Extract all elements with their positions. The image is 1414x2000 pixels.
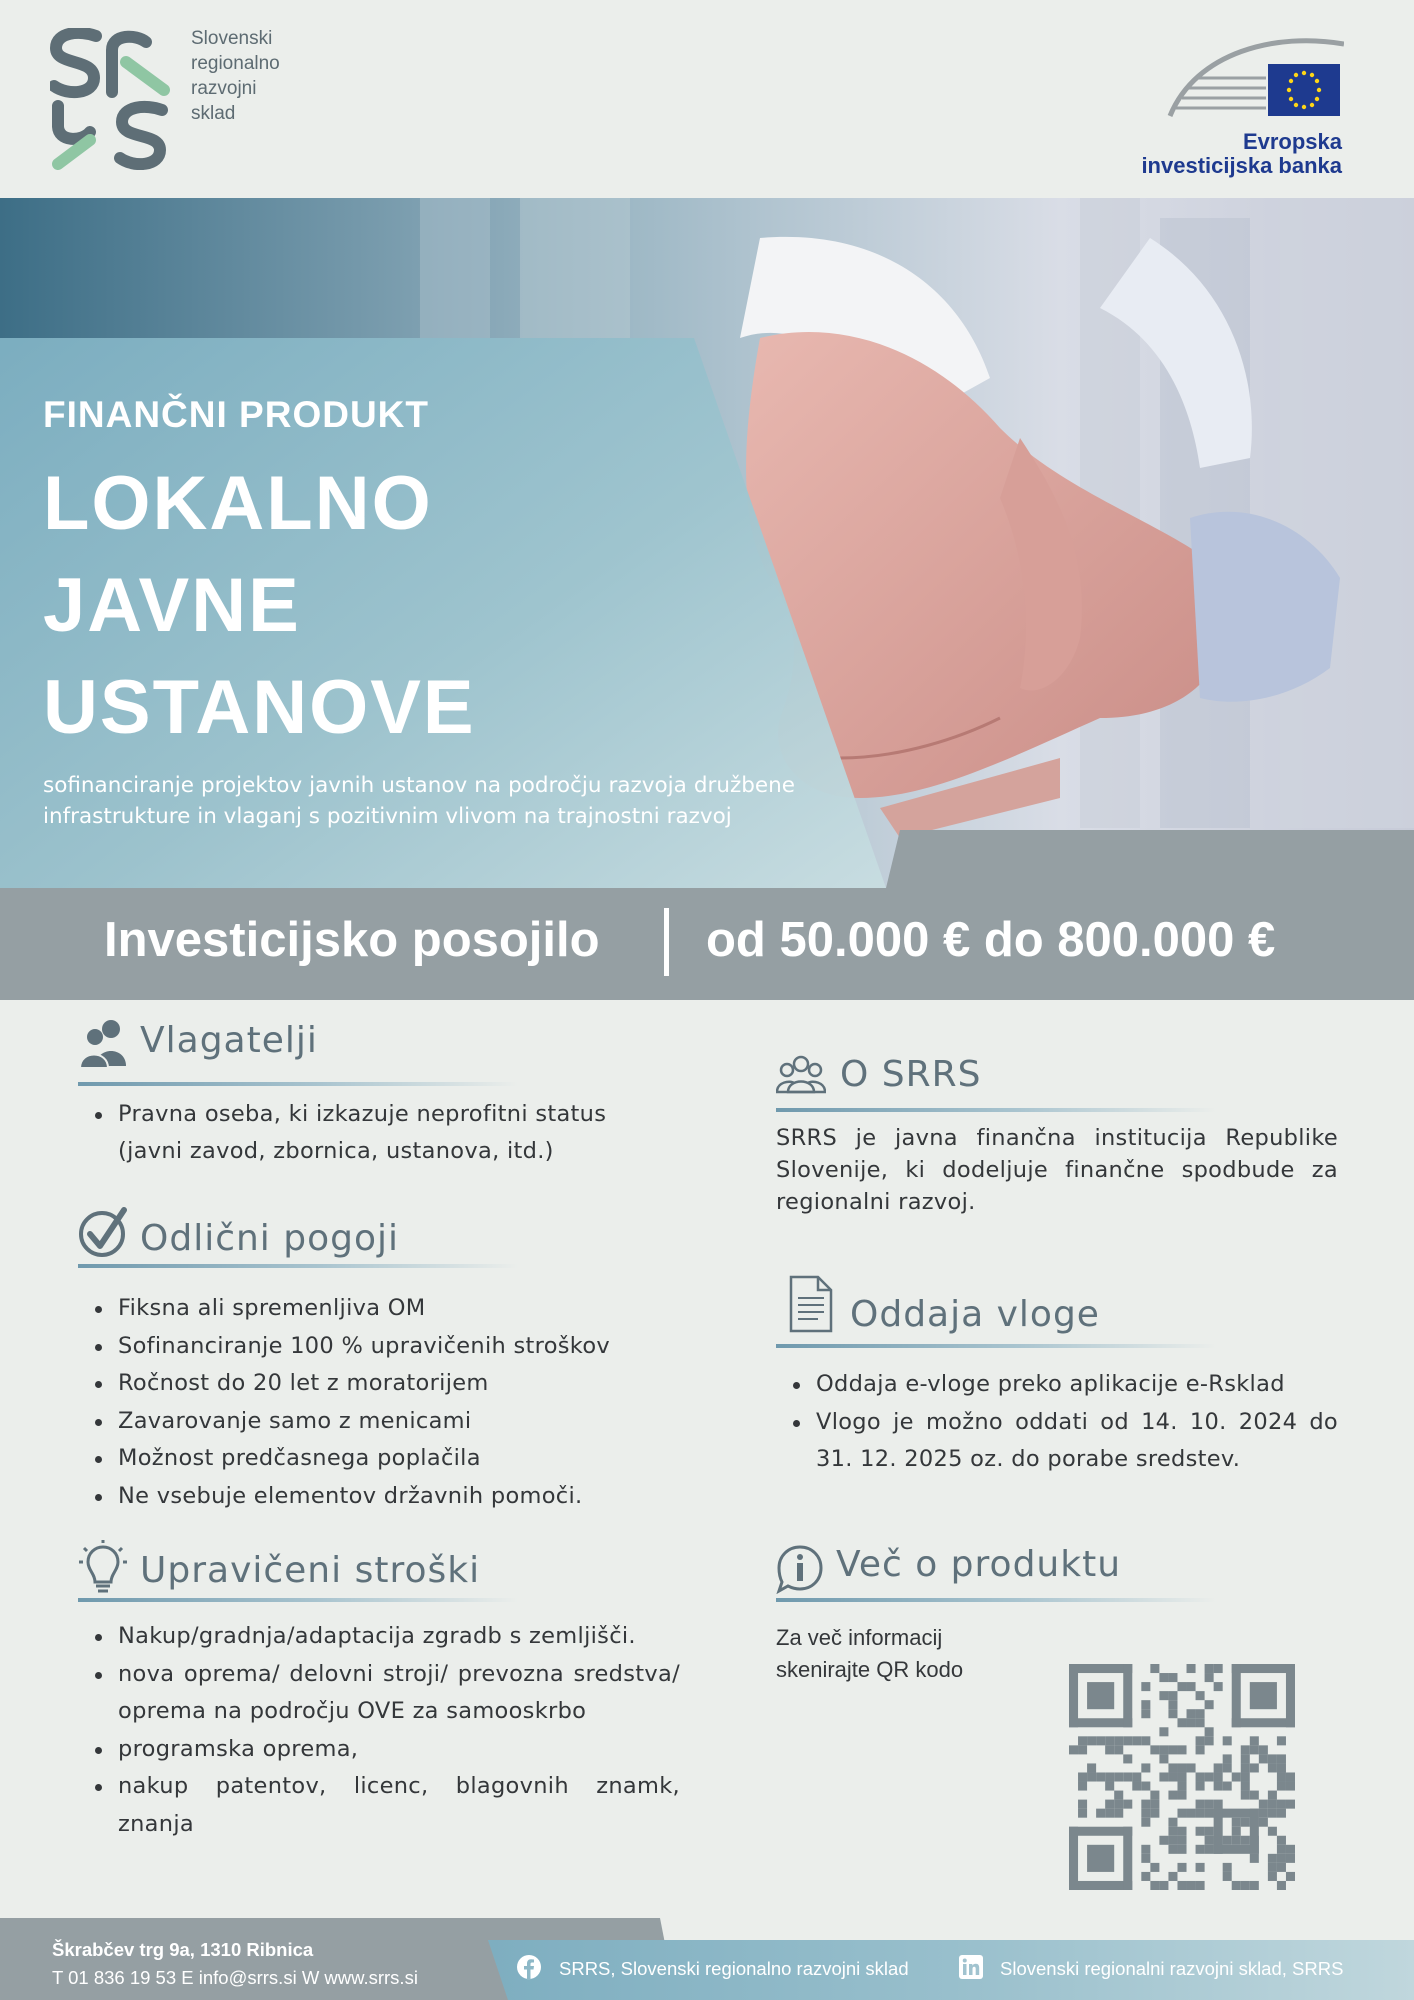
qr-module	[1141, 1809, 1150, 1818]
qr-module	[1214, 1782, 1223, 1791]
qr-module	[1078, 1772, 1087, 1781]
qr-module	[1177, 1863, 1186, 1872]
section-divider	[78, 1082, 518, 1086]
qr-module	[1187, 1664, 1196, 1673]
qr-module	[1159, 1754, 1168, 1763]
qr-module	[1141, 1854, 1150, 1863]
qr-module	[1241, 1745, 1250, 1754]
qr-module	[1277, 1854, 1286, 1863]
qr-module	[1177, 1682, 1186, 1691]
qr-module	[1250, 1745, 1259, 1754]
qr-module	[1105, 1736, 1114, 1745]
product-kicker: FINANČNI PRODUKT	[43, 394, 429, 435]
qr-module	[1141, 1682, 1150, 1691]
section-divider	[776, 1108, 1216, 1112]
list-item: Nakup/gradnja/adaptacija zgradb s zemljišči.	[78, 1618, 680, 1656]
qr-module	[1250, 1809, 1259, 1854]
section-title: Odlični pogoji	[140, 1218, 400, 1259]
qr-module	[1159, 1881, 1168, 1890]
qr-module	[1159, 1745, 1168, 1754]
qr-module	[1187, 1881, 1196, 1890]
qr-module	[1286, 1845, 1295, 1854]
qr-module	[1277, 1863, 1286, 1872]
qr-module	[1196, 1809, 1205, 1818]
product-title-line: JAVNE	[43, 563, 301, 648]
qr-module	[1177, 1827, 1186, 1836]
qr-module	[1268, 1863, 1277, 1872]
qr-module	[1187, 1718, 1196, 1727]
qr-module	[1214, 1664, 1223, 1673]
qr-module	[1187, 1709, 1196, 1718]
vlagatelji-list	[78, 1096, 678, 1170]
qr-module	[1196, 1800, 1205, 1809]
hero-banner	[0, 198, 1414, 888]
loan-range: od 50.000 € do 800.000 €	[706, 913, 1276, 967]
section-header	[776, 1274, 1338, 1346]
qr-module	[1150, 1800, 1159, 1809]
qr-module	[1232, 1718, 1295, 1727]
qr-module	[1232, 1664, 1295, 1673]
qr-module	[1232, 1827, 1241, 1836]
eib-logo-line: investicijska banka	[1141, 153, 1342, 178]
qr-module	[1105, 1782, 1114, 1791]
section-header	[78, 1014, 678, 1074]
qr-module	[1196, 1691, 1205, 1700]
qr-module	[1168, 1709, 1177, 1718]
oddaja-list	[776, 1366, 1338, 1479]
qr-module	[1177, 1772, 1186, 1781]
qr-module	[1223, 1763, 1232, 1772]
footer-contacts[interactable]: T 01 836 19 53 E info@srrs.si W www.srrs.si	[52, 1967, 418, 1988]
qr-module	[1205, 1827, 1214, 1836]
qr-module	[1232, 1772, 1241, 1781]
section-pogoji	[78, 1206, 678, 1515]
qr-module	[1268, 1827, 1277, 1836]
qr-module	[1205, 1664, 1214, 1673]
section-divider	[776, 1344, 1216, 1348]
footer	[0, 1918, 1414, 2000]
qr-module	[1250, 1736, 1259, 1745]
qr-module	[1196, 1863, 1205, 1872]
qr-module	[1087, 1736, 1096, 1745]
qr-module	[1205, 1700, 1214, 1709]
qr-module	[1214, 1809, 1223, 1854]
section-title: Vlagatelji	[140, 1020, 318, 1061]
qr-module	[1223, 1836, 1232, 1845]
qr-module	[1259, 1800, 1268, 1809]
qr-module	[1187, 1763, 1196, 1772]
qr-module	[1114, 1772, 1123, 1781]
qr-module	[1096, 1772, 1105, 1781]
srrs-logo-line: sklad	[191, 103, 236, 124]
qr-module	[1123, 1827, 1132, 1890]
qr-module	[1286, 1782, 1295, 1791]
list-item: Možnost predčasnega poplačila	[78, 1440, 678, 1478]
qr-module	[1205, 1809, 1214, 1818]
eib-logo-text	[1141, 130, 1342, 178]
qr-module	[1286, 1664, 1295, 1727]
qr-module	[1205, 1836, 1214, 1845]
qr-module	[1123, 1736, 1132, 1745]
section-vec	[776, 1540, 1338, 1600]
lightbulb-icon	[78, 1540, 128, 1594]
qr-module	[1141, 1818, 1150, 1827]
qr-module	[1205, 1736, 1214, 1745]
qr-module	[1078, 1800, 1087, 1809]
qr-module	[1268, 1763, 1277, 1772]
header	[0, 0, 1414, 198]
qr-module	[1205, 1800, 1214, 1809]
qr-module	[1177, 1881, 1186, 1890]
users-icon	[78, 1016, 128, 1070]
qr-module	[1069, 1881, 1132, 1890]
qr-module	[1159, 1772, 1168, 1781]
list-item: Vlogo je možno oddati od 14. 10. 2024 do 31. 12. 2025 oz. do porabe sredstev.	[776, 1404, 1338, 1479]
qr-module	[1096, 1736, 1105, 1745]
qr-module	[1241, 1754, 1250, 1763]
info-icon	[776, 1544, 824, 1594]
qr-module	[1196, 1709, 1205, 1718]
qr-module	[1223, 1863, 1232, 1872]
section-title: O SRRS	[840, 1054, 982, 1095]
list-item: nakup patentov, licenc, blagovnih znamk, znanja	[78, 1768, 680, 1843]
qr-module	[1277, 1782, 1286, 1791]
list-item: programska oprema,	[78, 1731, 680, 1769]
qr-module	[1223, 1782, 1232, 1791]
product-description: sofinanciranje projektov javnih ustanov na področju razvoja družbene infrastrukture in vlaganj s pozitivnim vlivom na trajnostni razvoj	[43, 773, 795, 829]
qr-module	[1286, 1854, 1295, 1863]
qr-module	[1259, 1745, 1268, 1754]
qr-module	[1177, 1791, 1186, 1800]
footer-address-block	[52, 1936, 418, 1992]
qr-module	[1141, 1736, 1150, 1745]
qr-module	[1214, 1763, 1223, 1772]
srrs-logo	[50, 28, 170, 170]
product-title-line: USTANOVE	[43, 665, 476, 750]
qr-module	[1123, 1664, 1132, 1727]
qr-module	[1150, 1791, 1159, 1800]
list-item: Ne vsebuje elementov državnih pomoči.	[78, 1478, 678, 1516]
qr-module	[1214, 1682, 1223, 1691]
linkedin-link[interactable]: Slovenski regionalni razvojni sklad, SRRS	[1000, 1958, 1344, 1979]
list-item: nova oprema/ delovni stroji/ prevozna sredstva/ oprema na področju OVE za samooskrbo	[78, 1656, 680, 1731]
qr-module	[1214, 1800, 1223, 1809]
qr-module	[1205, 1845, 1214, 1854]
qr-module	[1268, 1872, 1277, 1881]
qr-module	[1277, 1800, 1286, 1809]
qr-module	[1205, 1772, 1214, 1781]
qr-module	[1114, 1791, 1123, 1800]
o-srrs-text: SRRS je javna finančna institucija Republike Slovenije, ki dodeljuje finančne spodbude za regionalni razvoj.	[776, 1125, 1338, 1215]
qr-module	[1078, 1809, 1087, 1818]
section-oddaja	[776, 1274, 1338, 1479]
section-title: Več o produktu	[836, 1544, 1122, 1585]
qr-module	[1277, 1809, 1286, 1818]
qr-module	[1232, 1881, 1241, 1890]
qr-module	[1168, 1827, 1177, 1836]
qr-module	[1250, 1682, 1277, 1709]
qr-module	[1123, 1772, 1132, 1781]
qr-module	[1177, 1809, 1186, 1818]
section-title: Oddaja vloge	[850, 1294, 1100, 1335]
qr-module	[1123, 1754, 1132, 1763]
qr-module	[1241, 1836, 1250, 1845]
qr-module	[1196, 1881, 1205, 1890]
qr-code[interactable]	[1069, 1664, 1295, 1890]
loan-type: Investicijsko posojilo	[104, 913, 600, 967]
qr-module	[1168, 1772, 1177, 1781]
qr-instructions-line: Za več informacij	[776, 1625, 943, 1650]
qr-module	[1277, 1772, 1286, 1781]
qr-module	[1223, 1736, 1232, 1745]
qr-module	[1277, 1836, 1286, 1845]
checkmark-icon	[78, 1206, 128, 1260]
qr-module	[1187, 1809, 1196, 1818]
list-item: Zavarovanje samo z menicami	[78, 1403, 678, 1441]
qr-module	[1159, 1836, 1168, 1845]
eib-logo	[1166, 32, 1344, 122]
qr-module	[1168, 1872, 1177, 1881]
qr-module	[1069, 1827, 1078, 1890]
qr-module	[1150, 1881, 1159, 1890]
qr-module	[1123, 1800, 1132, 1809]
qr-module	[1069, 1827, 1132, 1836]
qr-module	[1241, 1763, 1250, 1772]
qr-module	[1286, 1800, 1295, 1809]
qr-module	[1159, 1691, 1168, 1700]
qr-module	[1141, 1700, 1150, 1709]
qr-module	[1241, 1791, 1250, 1800]
qr-module	[1168, 1845, 1177, 1854]
qr-module	[1205, 1727, 1214, 1736]
section-title: Upravičeni stroški	[140, 1550, 481, 1591]
qr-module	[1196, 1782, 1205, 1791]
qr-module	[1105, 1800, 1114, 1809]
qr-module	[1132, 1736, 1141, 1745]
qr-module	[1250, 1854, 1259, 1863]
section-header	[78, 1206, 678, 1266]
list-item: Sofinanciranje 100 % upravičenih stroškov	[78, 1328, 678, 1366]
qr-module	[1268, 1854, 1277, 1863]
qr-module	[1196, 1736, 1205, 1745]
srrs-logo-line: Slovenski	[191, 28, 273, 49]
qr-module	[1141, 1872, 1150, 1881]
loan-band	[0, 888, 1414, 1000]
qr-module	[1114, 1809, 1123, 1818]
qr-module	[1141, 1763, 1150, 1772]
qr-module	[1196, 1772, 1205, 1781]
qr-module	[1087, 1763, 1096, 1772]
qr-module	[1250, 1763, 1259, 1772]
section-vlagatelji	[78, 1014, 678, 1170]
qr-module	[1277, 1845, 1286, 1854]
qr-module	[1159, 1727, 1168, 1736]
qr-module	[1069, 1664, 1132, 1673]
qr-module	[1259, 1754, 1268, 1763]
qr-module	[1250, 1791, 1259, 1800]
section-header	[78, 1540, 680, 1600]
qr-module	[1177, 1745, 1186, 1754]
qr-module	[1132, 1782, 1141, 1791]
qr-module	[1168, 1673, 1177, 1682]
qr-module	[1168, 1818, 1177, 1827]
qr-module	[1141, 1709, 1150, 1718]
section-header	[776, 1540, 1338, 1600]
pogoji-list	[78, 1290, 678, 1515]
qr-instructions-line: skenirajte QR kodo	[776, 1657, 964, 1682]
stroski-list	[78, 1618, 680, 1843]
qr-module	[1250, 1881, 1259, 1890]
qr-module	[1277, 1754, 1286, 1763]
qr-module	[1150, 1664, 1159, 1673]
qr-module	[1096, 1809, 1105, 1818]
band-separator	[664, 908, 669, 976]
qr-module	[1259, 1818, 1268, 1827]
qr-module	[1223, 1754, 1232, 1763]
qr-module	[1078, 1745, 1087, 1754]
qr-module	[1232, 1836, 1241, 1845]
qr-module	[1078, 1736, 1087, 1745]
footer-address: Škrabčev trg 9a, 1310 Ribnica	[52, 1939, 314, 1960]
srrs-logo-text	[191, 26, 280, 126]
qr-module	[1087, 1845, 1114, 1872]
qr-module	[1259, 1809, 1268, 1818]
qr-module	[1241, 1818, 1250, 1827]
qr-module	[1168, 1691, 1177, 1700]
qr-module	[1268, 1754, 1277, 1763]
qr-module	[1232, 1818, 1241, 1827]
qr-module	[1196, 1845, 1205, 1854]
section-header	[776, 1052, 1338, 1112]
srrs-logo-line: razvojni	[191, 78, 257, 99]
qr-module	[1286, 1872, 1295, 1881]
section-divider	[78, 1264, 518, 1268]
section-stroski	[78, 1540, 680, 1843]
qr-module	[1087, 1772, 1096, 1781]
qr-module	[1069, 1664, 1078, 1727]
qr-module	[1241, 1881, 1250, 1890]
group-icon	[776, 1052, 826, 1106]
qr-module	[1277, 1763, 1286, 1772]
qr-module	[1114, 1745, 1123, 1754]
qr-module	[1187, 1682, 1196, 1691]
qr-module	[1268, 1809, 1277, 1818]
qr-module	[1241, 1772, 1250, 1781]
list-item: Oddaja e-vloge preko aplikacije e-Rsklad	[776, 1366, 1338, 1404]
qr-module	[1196, 1827, 1205, 1836]
qr-module	[1141, 1782, 1150, 1791]
qr-module	[1168, 1700, 1177, 1709]
qr-module	[1177, 1782, 1186, 1791]
qr-module	[1277, 1881, 1286, 1890]
qr-module	[1177, 1836, 1186, 1845]
qr-instructions	[776, 1622, 963, 1686]
list-item: Fiksna ali spremenljiva OM	[78, 1290, 678, 1328]
list-item: Pravna oseba, ki izkazuje neprofitni status (javni zavod, zbornica, ustanova, itd.)	[78, 1096, 678, 1170]
facebook-icon[interactable]	[516, 1954, 542, 1980]
qr-module	[1087, 1682, 1114, 1709]
qr-module	[1196, 1745, 1205, 1754]
qr-module	[1205, 1673, 1214, 1682]
qr-module	[1069, 1745, 1078, 1754]
eib-logo-line: Evropska	[1242, 129, 1342, 154]
qr-module	[1141, 1845, 1150, 1854]
qr-module	[1069, 1718, 1132, 1727]
qr-module	[1168, 1791, 1177, 1800]
qr-module	[1223, 1872, 1232, 1881]
qr-module	[1150, 1809, 1159, 1818]
qr-module	[1168, 1763, 1177, 1772]
qr-module	[1105, 1772, 1114, 1781]
qr-module	[1159, 1673, 1168, 1682]
qr-module	[1286, 1772, 1295, 1781]
qr-module	[1232, 1664, 1241, 1727]
qr-module	[1241, 1782, 1250, 1791]
qr-module	[1268, 1791, 1277, 1800]
qr-module	[1177, 1718, 1186, 1727]
qr-module	[1168, 1836, 1177, 1845]
qr-module	[1114, 1736, 1123, 1745]
qr-module	[1277, 1736, 1286, 1745]
qr-module	[1268, 1800, 1277, 1809]
srrs-logo-line: regionalno	[191, 53, 280, 74]
section-o-srrs	[776, 1052, 1338, 1218]
qr-module	[1114, 1800, 1123, 1809]
document-icon	[788, 1274, 834, 1334]
qr-module	[1214, 1772, 1223, 1781]
qr-module	[1078, 1782, 1087, 1791]
qr-module	[1177, 1845, 1186, 1854]
qr-module	[1150, 1745, 1159, 1754]
facebook-link[interactable]: SRRS, Slovenski regionalno razvojni sklad	[559, 1958, 909, 1979]
qr-module	[1177, 1763, 1186, 1772]
product-title-line: LOKALNO	[43, 461, 433, 546]
list-item: Ročnost do 20 let z moratorijem	[78, 1365, 678, 1403]
linkedin-icon[interactable]	[958, 1954, 984, 1980]
qr-module	[1105, 1809, 1114, 1818]
section-divider	[776, 1598, 1216, 1602]
qr-module	[1105, 1745, 1114, 1754]
qr-module	[1168, 1745, 1177, 1754]
qr-module	[1141, 1800, 1150, 1809]
qr-module	[1132, 1772, 1141, 1781]
qr-module	[1150, 1863, 1159, 1872]
qr-module	[1196, 1718, 1205, 1727]
section-divider	[78, 1598, 518, 1602]
